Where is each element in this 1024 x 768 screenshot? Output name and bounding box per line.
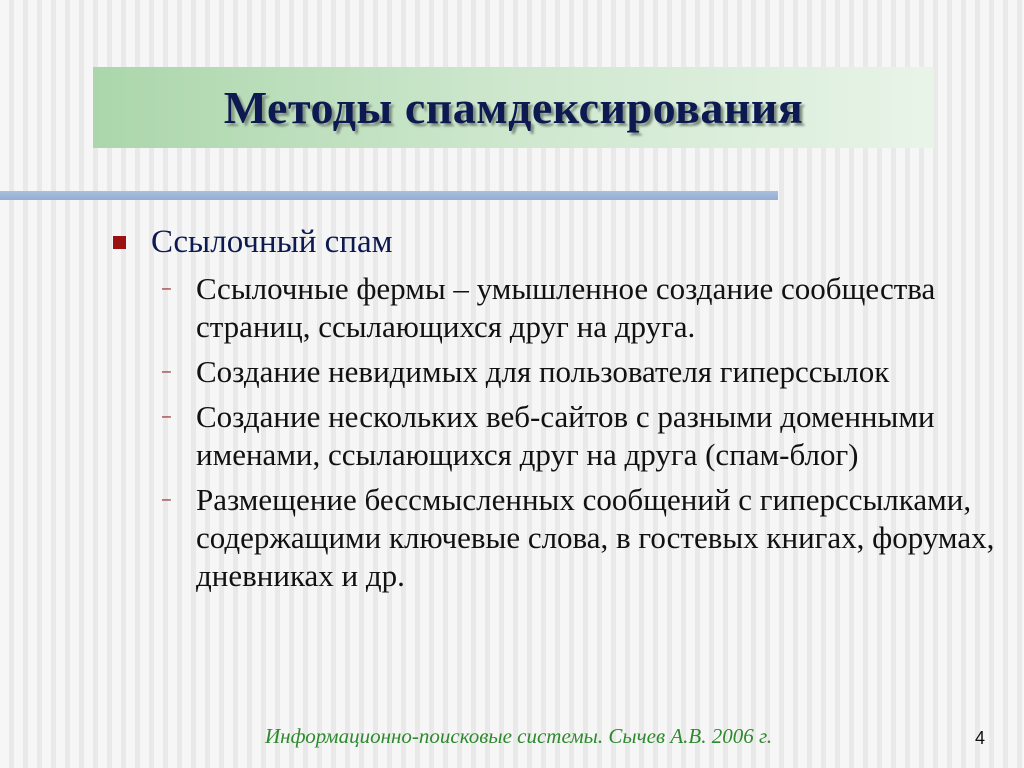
divider-line — [0, 191, 778, 200]
dash-icon: – — [162, 363, 171, 380]
slide-title: Методы спамдексирования — [223, 82, 804, 133]
dash-icon: – — [162, 491, 171, 508]
sub-item-text: Размещение бессмысленных сообщений с гиперссылками, содержащими ключевые слова, в гостевых книгах, форумах, дневниках и др. — [196, 482, 995, 593]
sub-item — [113, 398, 1003, 474]
bullet-item — [113, 222, 1003, 262]
sub-item — [113, 353, 1003, 391]
sub-item — [113, 270, 1003, 346]
dash-icon: – — [162, 280, 171, 297]
page-number: 4 — [975, 728, 986, 748]
square-bullet-icon — [113, 236, 126, 249]
dash-icon: – — [162, 408, 171, 425]
sub-item-text: Создание невидимых для пользователя гиперссылок — [196, 354, 890, 389]
sub-list — [113, 270, 1003, 595]
bullet-text: Ссылочный спам — [151, 224, 393, 260]
sub-item — [113, 481, 1003, 595]
footer-text: Информационно-поисковые системы. Сычев А.В. 2006 г. — [265, 724, 773, 748]
title-box — [93, 67, 934, 148]
sub-item-text: Ссылочные фермы – умышленное создание сообщества страниц, ссылающихся друг на друга. — [196, 271, 936, 344]
slide-content — [113, 222, 1003, 602]
sub-item-text: Создание нескольких веб-сайтов с разными доменными именами, ссылающихся друг на друга (спам-блог) — [196, 399, 935, 472]
